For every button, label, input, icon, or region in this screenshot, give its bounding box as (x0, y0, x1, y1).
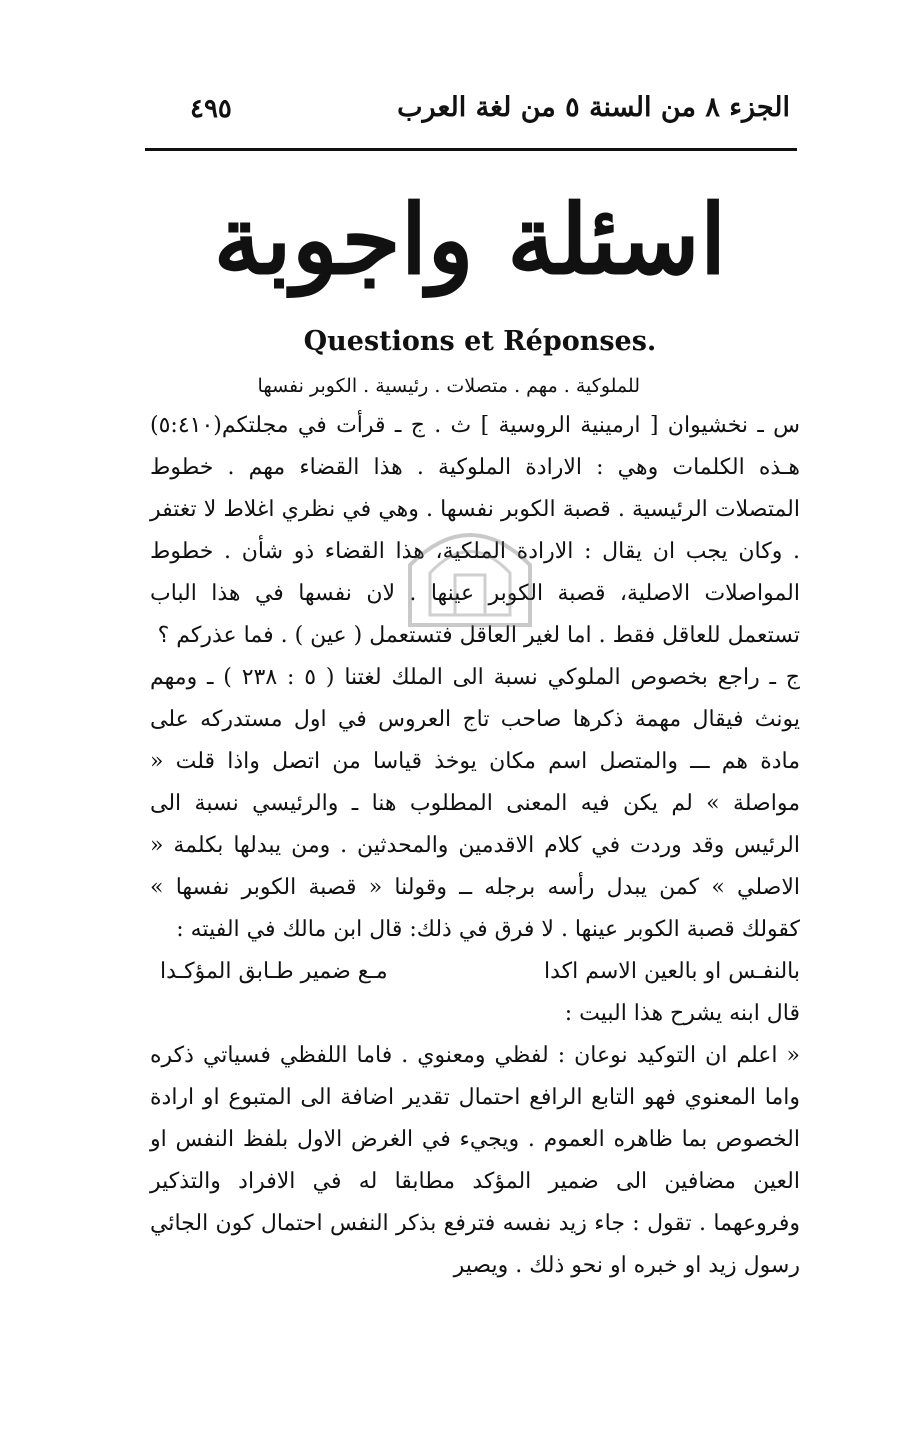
running-header (150, 88, 790, 138)
section-title: اسئلة واجوبة (213, 183, 727, 296)
header-title: الجزء ٨ من السنة ٥ من لغة العرب (397, 92, 790, 123)
library-seal-watermark (400, 505, 540, 635)
verse-first-hemistich: بالنفـس او بالعين الاسم اكدا (543, 959, 800, 984)
poem-verse (150, 951, 800, 993)
quotation-paragraph: « اعلم ان التوكيد نوعان : لفظي ومعنوي . فاما اللفظي فسياتي ذكره واما المعنوي فهو التابع الرافع احتمال تقدير اضافة الى المتبوع او ارادة الخصوص بما ظاهره العموم . ويجيء في الغرض الاول بلفظ النفس او العين مضافين الى ضمير المؤكد مطابقا له في الافراد والتذكير وفروعهما . تقول : جاء زيد نفسه فترفع بذكر النفس احتمال كون الجائي رسول زيد او خبره او نحو ذلك . ويصير (150, 1043, 800, 1278)
verse-intro-line: قال ابنه يشرح هذا البيت : (564, 1001, 800, 1026)
page-number: ٤٩٥ (190, 94, 232, 124)
answer-paragraph: ج ـ راجع بخصوص الملوكي نسبة الى الملك لغتنا ( ٥ : ٢٣٨ ) ـ ومهم يونث فيقال مهمة ذكرها صاحب تاج العروس في اول مستدركه على مادة هم ـــ والمتصل اسم مكان يوخذ قياسا من اتصل واذا قلت « مواصلة » لم يكن فيه المعنى المطلوب هنا ـ والرئيسي نسبة الى الرئيس وقد وردت في كلام الاقدمين والمحدثين . ومن يبدلها بكلمة « الاصلي » كمن يبدل رأسه برجله ــ وقولنا « قصبة الكوبر نفسها » كقولك قصبة الكوبر عينها . لا فرق في ذلك: قال ابن مالك في الفيته : (150, 665, 800, 942)
question-paragraph: س ـ نخشيوان [ ارمينية الروسية ] ث . ج ـ قرأت في مجلتكم(٥:٤١٠) هـذه الكلمات وهي : الارادة الملوكية . هذا القضاء مهم . خطوط المتصلات الرئيسية . قصبة الكوبر نفسها . وهي في نظري اغلاط لا تغتفر . وكان يجب ان يقال : الارادة الملكية، هذا القضاء ذو شأن . خطوط المواصلات الاصلية، قصبة الكوبر عينها . لان نفسها في هذا الباب تستعمل للعاقل فقط . اما لغير العاقل فتستعمل ( عين ) . فما عذركم ؟ (150, 413, 800, 648)
section-subtitle: Questions et Réponses. (303, 326, 657, 357)
header-rule (145, 148, 797, 151)
keyword-note: للملوكية . مهم . متصلات . رئيسية . الكوبر نفسها (257, 375, 640, 397)
verse-second-hemistich: مـع ضمير طـابق المؤكـدا (160, 959, 388, 984)
